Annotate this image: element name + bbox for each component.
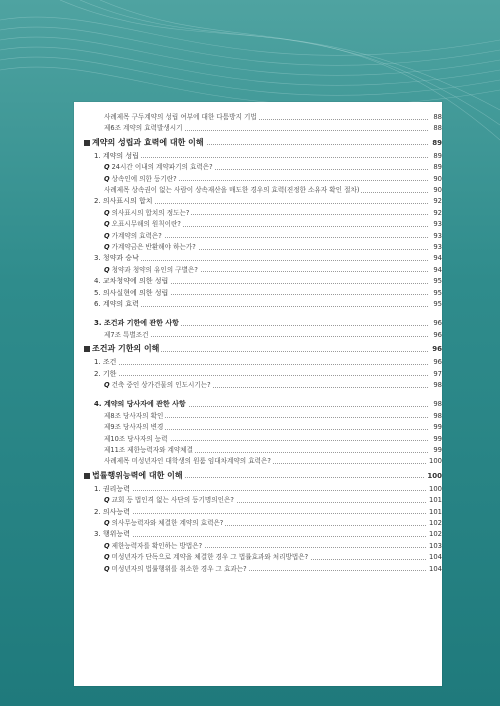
- toc-entry: [74, 399, 442, 409]
- toc-entry-title: [94, 253, 141, 263]
- toc-entry: [74, 434, 442, 444]
- toc-page-number: 92: [433, 208, 442, 217]
- toc-page-number: 102: [429, 519, 442, 527]
- toc-entry-title: [92, 471, 185, 481]
- question-icon: Q: [104, 163, 110, 172]
- question-icon: Q: [104, 265, 110, 274]
- toc-entry-title: [104, 564, 249, 574]
- toc-entry-text: 1. 조건: [94, 358, 117, 367]
- toc-entry: [74, 253, 442, 263]
- toc-entry: [74, 380, 442, 390]
- question-icon: Q: [104, 174, 110, 183]
- section-bullet-icon: [84, 346, 90, 352]
- toc-page-number: 89: [432, 138, 442, 147]
- leader-dots: [94, 157, 428, 158]
- toc-entry-title: [104, 219, 183, 229]
- toc-page-number: 99: [433, 446, 442, 454]
- toc-section-heading: [74, 138, 442, 148]
- toc-entry-title: [104, 380, 213, 390]
- toc-entry-title: [92, 138, 206, 148]
- toc-entry-text: 상속인에 의한 등기란?: [111, 174, 177, 183]
- toc-entry-text: 계약의 성립과 효력에 대한 이해: [92, 137, 204, 147]
- toc-page-number: 96: [432, 345, 442, 354]
- toc-page-number: 89: [433, 151, 442, 160]
- toc-page-number: 95: [433, 288, 442, 297]
- toc-page-number: 88: [433, 113, 442, 121]
- toc-page-number: 93: [433, 220, 442, 229]
- leader-dots: [94, 306, 428, 307]
- question-icon: Q: [104, 519, 110, 527]
- toc-page-number: 98: [433, 381, 442, 389]
- toc-page-number: 99: [433, 423, 442, 432]
- toc-entry-text: 미성년자가 단독으로 계약을 체결한 경우 그 법률효과와 처리방법은?: [111, 553, 309, 562]
- question-icon: Q: [104, 231, 110, 240]
- toc-entry-title: [94, 318, 181, 328]
- toc-page-number: 100: [429, 457, 442, 466]
- toc-page-number: 93: [433, 243, 442, 251]
- toc-entry: [74, 174, 442, 184]
- toc-section-heading: [74, 344, 442, 354]
- toc-entry-text: 의사표시의 합치의 정도는?: [111, 208, 190, 217]
- toc-entry: [74, 445, 442, 455]
- toc-entry-text: 3. 청약과 승낙: [94, 254, 139, 263]
- toc-entry-text: 법률행위능력에 대한 이해: [92, 470, 183, 480]
- toc-entry-title: [104, 265, 200, 275]
- toc-page-number: 97: [433, 369, 442, 378]
- toc-page-number: 99: [433, 434, 442, 443]
- toc-page-number: 101: [429, 496, 442, 505]
- toc-entry: [74, 318, 442, 328]
- toc-page-number: 95: [433, 277, 442, 286]
- leader-dots: [94, 536, 428, 537]
- toc-entry-text: 가계약의 효력은?: [111, 231, 162, 240]
- toc-entry: [74, 484, 442, 494]
- section-bullet-icon: [84, 473, 90, 479]
- toc-entry: [74, 299, 442, 309]
- toc-entry-text: 제한능력자를 확인하는 방법은?: [111, 541, 203, 550]
- toc-entry-title: [94, 196, 154, 206]
- toc-entry: [74, 529, 442, 539]
- toc-entry-title: [104, 552, 310, 562]
- toc-entry: [74, 151, 442, 161]
- toc-entry-title: [94, 276, 170, 286]
- toc-entry: [74, 112, 442, 122]
- toc-entry: [74, 369, 442, 379]
- leader-dots: [94, 260, 428, 261]
- question-icon: Q: [104, 243, 110, 251]
- toc-entry-text: 3. 조건과 기한에 관한 사항: [94, 319, 179, 328]
- toc-entry-title: [94, 529, 132, 539]
- toc-page-number: 94: [433, 254, 442, 263]
- toc-page-number: 96: [433, 319, 442, 328]
- toc-entry-text: 청약과 청약의 유인의 구별은?: [111, 265, 198, 274]
- toc-entry-title: [94, 357, 118, 367]
- toc-page-number: 90: [433, 186, 442, 194]
- question-icon: Q: [104, 541, 110, 550]
- toc-entry: [74, 456, 442, 466]
- toc-entry: [74, 265, 442, 275]
- toc-entry-title: [94, 369, 118, 379]
- toc-page-number: 96: [433, 330, 442, 339]
- toc-entry: [74, 231, 442, 241]
- toc-entry-title: [104, 330, 151, 340]
- toc-entry-text: 3. 행위능력: [94, 530, 130, 539]
- question-icon: Q: [104, 496, 110, 505]
- toc-page-number: 90: [433, 174, 442, 183]
- toc-page-number: 104: [429, 553, 442, 562]
- toc-entry-title: [104, 495, 236, 505]
- toc-entry-text: 미성년자의 법률행위를 취소한 경우 그 효과는?: [111, 564, 247, 573]
- toc-entry: [74, 288, 442, 298]
- toc-entry: [74, 507, 442, 517]
- toc-page-number: 94: [433, 265, 442, 274]
- toc-entry-title: [94, 288, 170, 298]
- toc-entry-text: 조건과 기한의 이해: [92, 344, 160, 354]
- section-bullet-icon: [84, 140, 90, 146]
- toc-page-number: 98: [433, 400, 442, 409]
- toc-entry-title: [104, 162, 215, 172]
- toc-entry-title: [104, 411, 165, 421]
- toc-section-heading: [74, 471, 442, 481]
- toc-entry: [74, 185, 442, 195]
- toc-entry-title: [104, 518, 225, 528]
- leader-dots: [94, 364, 428, 365]
- toc-entry-text: 4. 교차청약에 의한 성립: [94, 277, 169, 286]
- toc-entry-title: [104, 445, 195, 455]
- toc-entry-text: 제8조 당사자의 확인: [104, 411, 164, 420]
- question-icon: Q: [104, 553, 110, 562]
- toc-entry-title: [104, 242, 198, 252]
- toc-page: [74, 102, 442, 686]
- toc-entry-text: 제10조 당사자의 능력: [104, 434, 168, 443]
- toc-entry-title: [94, 399, 188, 409]
- toc-page-number: 88: [433, 124, 442, 133]
- toc-entry: [74, 422, 442, 432]
- toc-page-number: 102: [429, 530, 442, 539]
- leader-dots: [94, 490, 428, 491]
- toc-entry-text: 5. 의사실현에 의한 성립: [94, 288, 169, 297]
- toc-page-number: 100: [427, 471, 442, 480]
- toc-entry-title: [104, 231, 164, 241]
- toc-entry-title: [94, 299, 141, 309]
- toc-entry-text: 오표시무해의 원칙이란?: [111, 220, 181, 229]
- toc-entry-title: [104, 541, 204, 551]
- toc-entry-title: [104, 123, 184, 133]
- toc-entry-text: 1. 계약의 성립: [94, 151, 139, 160]
- toc-entry-text: 2. 기한: [94, 369, 117, 378]
- question-icon: Q: [104, 564, 110, 573]
- toc-page-number: 95: [433, 300, 442, 308]
- toc-entry-title: [94, 484, 132, 494]
- toc-entry-text: 사례제목 구두계약의 성립 여부에 대한 다툼방지 기법: [104, 113, 257, 121]
- toc-entry-text: 제11조 제한능력자와 계약체결: [104, 446, 194, 454]
- toc-entry-text: 사례제목 미성년자인 대학생의 원룸 임대차계약의 효력은?: [104, 457, 271, 466]
- question-icon: Q: [104, 381, 110, 389]
- leader-dots: [94, 513, 428, 514]
- toc-entry-title: [104, 185, 361, 195]
- toc-page-number: 96: [433, 358, 442, 367]
- toc-entry-text: 2. 의사능력: [94, 507, 130, 516]
- toc-entry-text: 사례제목 상속권이 없는 사람이 상속재산을 매도한 경우의 효력(진정한 소유자 확인 절차): [104, 186, 360, 194]
- toc-entry-text: 의사무능력자와 체결한 계약의 효력은?: [111, 519, 224, 527]
- question-icon: Q: [104, 220, 110, 229]
- toc-entry: [74, 495, 442, 505]
- toc-entry-text: 교회 등 법인격 없는 사단의 등기명의인은?: [111, 496, 234, 505]
- toc-entry-text: 가계약금은 반환해야 하는가?: [111, 243, 196, 251]
- toc-entry-text: 제9조 당사자의 변경: [104, 423, 164, 432]
- toc-entry-title: [104, 208, 191, 218]
- toc-entry: [74, 518, 442, 528]
- toc-entry: [74, 411, 442, 421]
- toc-entry: [74, 552, 442, 562]
- toc-entry-title: [104, 112, 259, 122]
- toc-page-number: 98: [433, 411, 442, 420]
- toc-entry: [74, 242, 442, 252]
- toc-page-number: 89: [433, 163, 442, 172]
- toc-page-number: 103: [429, 541, 442, 550]
- toc-page-number: 100: [429, 484, 442, 493]
- toc-entry-text: 건축 중인 상가건물의 인도시기는?: [111, 381, 211, 389]
- toc-entry: [74, 564, 442, 574]
- toc-entry: [74, 357, 442, 367]
- toc-entry-text: 제7조 특별조건: [104, 330, 149, 339]
- toc-page-number: 104: [429, 564, 442, 573]
- toc-entry: [74, 162, 442, 172]
- toc-entry-title: [94, 507, 132, 517]
- toc-entry-title: [104, 174, 179, 184]
- toc-entry: [74, 208, 442, 218]
- toc-entry-title: [104, 456, 273, 466]
- toc-page-number: 93: [433, 231, 442, 240]
- toc-entry: [74, 541, 442, 551]
- toc-entry-text: 6. 계약의 효력: [94, 300, 139, 308]
- toc-entry: [74, 330, 442, 340]
- toc-entry-text: 1. 권리능력: [94, 484, 130, 493]
- toc-entry: [74, 196, 442, 206]
- toc-entry-text: 2. 의사표시의 합치: [94, 197, 153, 206]
- leader-dots: [104, 336, 428, 337]
- toc-page-number: 92: [433, 197, 442, 206]
- toc-entry: [74, 219, 442, 229]
- toc-entry-title: [104, 434, 170, 444]
- toc-entry: [74, 123, 442, 133]
- question-icon: Q: [104, 208, 110, 217]
- toc-entry-text: 제6조 계약의 효력발생시기: [104, 124, 183, 133]
- toc-entry-title: [104, 422, 165, 432]
- toc-entry-text: 4. 계약의 당사자에 관한 사항: [94, 400, 186, 409]
- toc-entry-title: [92, 344, 161, 354]
- leader-dots: [94, 375, 428, 376]
- toc-page-number: 101: [429, 507, 442, 516]
- toc-entry-title: [94, 151, 141, 161]
- toc-entry-text: 24시간 이내의 계약파기의 효력은?: [111, 163, 213, 172]
- toc-entry: [74, 276, 442, 286]
